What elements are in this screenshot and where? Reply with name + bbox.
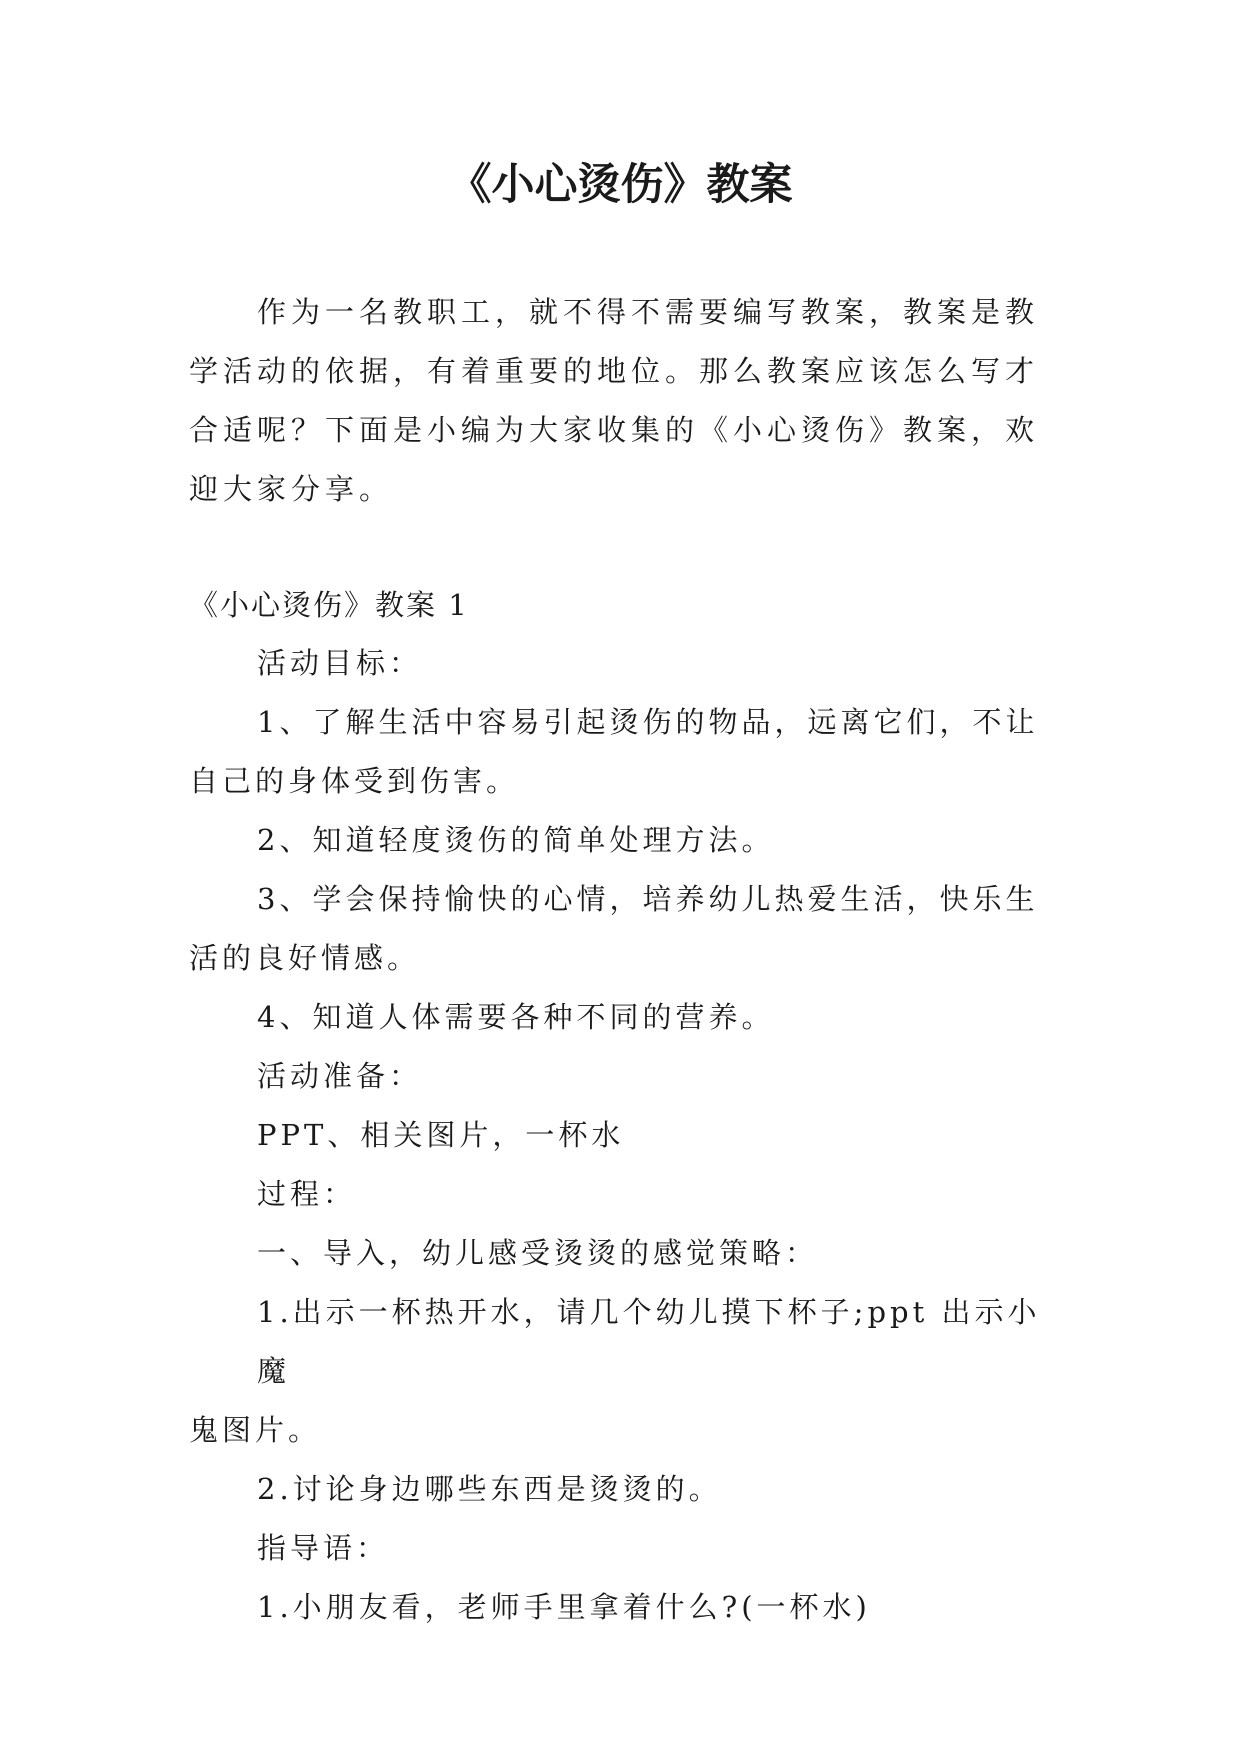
body-line: 鬼图片。 xyxy=(189,1413,322,1447)
body-line: PPT、相关图片，一杯水 xyxy=(257,1118,625,1152)
section-heading: 《小心烫伤》教案 1 xyxy=(189,588,469,622)
body-line: 2、知道轻度烫伤的简单处理方法。 xyxy=(257,823,775,857)
intro-paragraph: 作为一名教职工，就不得不需要编写教案，教案是教学活动的依据，有着重要的地位。那么教案应该怎么写才合适呢？下面是小编为大家收集的《小心烫伤》教案，欢迎大家分享。 xyxy=(189,295,1040,506)
body-line: 活动准备： xyxy=(257,1059,423,1093)
body-line: 4、知道人体需要各种不同的营养。 xyxy=(257,1000,775,1034)
body-line: 活动目标： xyxy=(257,646,423,680)
body-line: 2.讨论身边哪些东西是烫烫的。 xyxy=(257,1472,722,1506)
body-line: 1.小朋友看，老师手里拿着什么?(一杯水) xyxy=(257,1590,871,1624)
body-line: 活的良好情感。 xyxy=(189,941,421,975)
body-line: 指导语： xyxy=(257,1531,390,1565)
body-line: 一、导入，幼儿感受烫烫的感觉策略： xyxy=(257,1236,819,1270)
body-line: 1.出示一杯热开水，请几个幼儿摸下杯子;ppt 出示小魔 xyxy=(257,1295,1041,1388)
body-line: 自己的身体受到伤害。 xyxy=(189,764,520,798)
document-title: 《小心烫伤》教案 xyxy=(448,160,793,210)
body-line: 3、学会保持愉快的心情，培养幼儿热爱生活，快乐生 xyxy=(257,882,1039,916)
body-line: 过程： xyxy=(257,1177,357,1211)
lesson-body xyxy=(189,634,1047,1637)
body-line: 1、了解生活中容易引起烫伤的物品，远离它们，不让 xyxy=(257,705,1039,739)
